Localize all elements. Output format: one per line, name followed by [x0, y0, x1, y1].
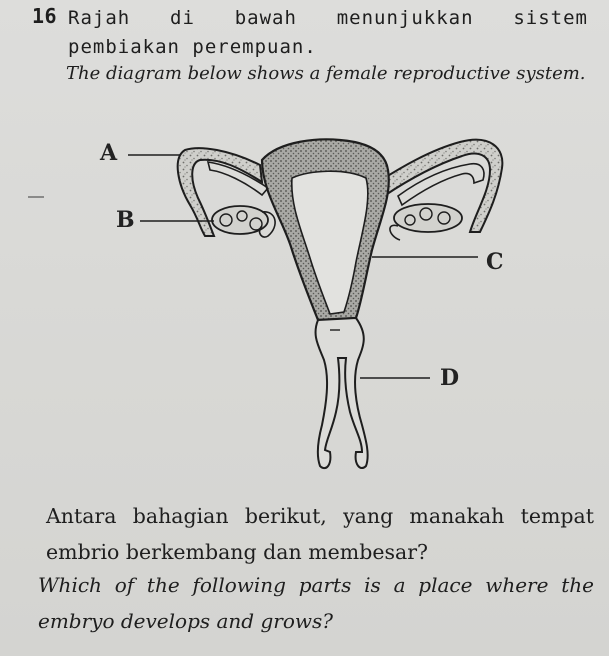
label-b: B	[116, 207, 135, 233]
vagina	[316, 318, 368, 468]
left-ovary	[212, 206, 275, 237]
intro-malay: Rajah di bawah menunjukkan sistem pembiakan perempuan.	[68, 7, 588, 58]
prompt-english: Which of the following parts is a place where the embryo develops and grows?	[38, 573, 594, 633]
prompt-malay: Antara bahagian berikut, yang manakah tempat embrio berkembang dan membesar?	[46, 504, 594, 564]
label-d: D	[440, 365, 460, 391]
label-a: A	[100, 140, 118, 166]
right-ovary	[390, 204, 462, 240]
label-c: C	[486, 249, 504, 275]
intro-english: The diagram below shows a female reproductive system.	[66, 63, 586, 84]
question-number: 16	[32, 4, 58, 28]
